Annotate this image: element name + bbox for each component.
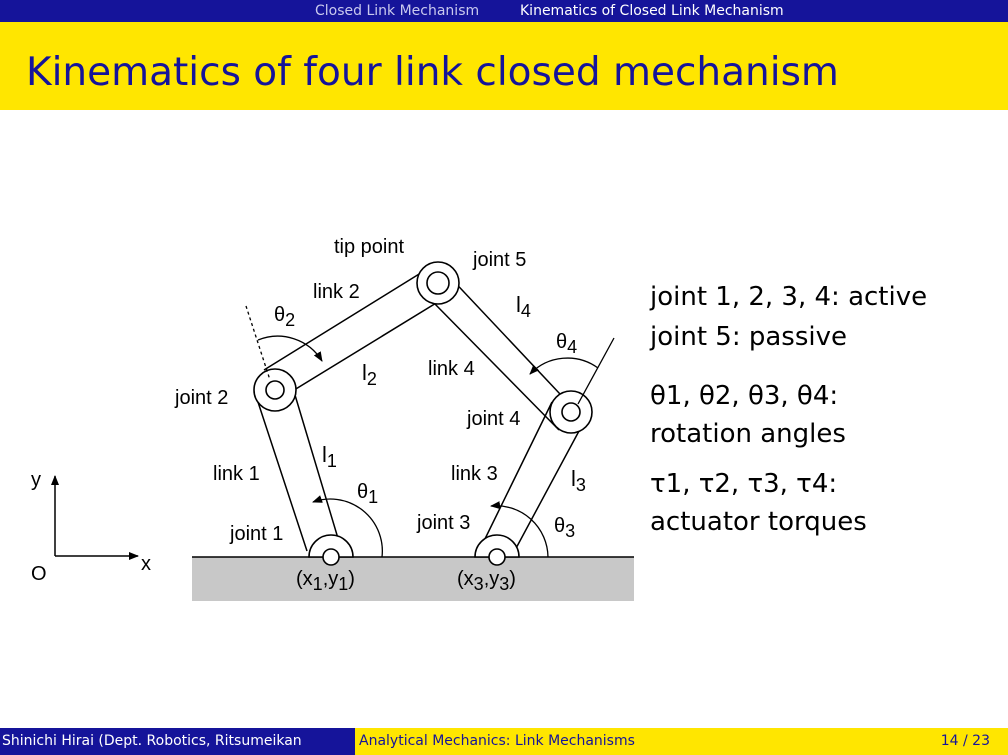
label-joint3: joint 3 [417, 512, 471, 534]
label-l4: $l_4$ [516, 292, 531, 321]
label-link1: link 1 [213, 463, 260, 485]
nav-section[interactable]: Closed Link Mechanism [315, 3, 480, 19]
joint2-inner [266, 381, 284, 399]
label-y-axis: y [31, 469, 41, 491]
label-theta3: θ3 [554, 515, 576, 541]
note-tau-symbols: τ1, τ2, τ3, τ4: [650, 469, 838, 499]
label-theta4: θ4 [556, 331, 578, 357]
slide-title: Kinematics of four link closed mechanism [26, 50, 839, 95]
note-passive-joint: joint 5: passive [650, 322, 847, 352]
joint3-inner [489, 549, 505, 565]
label-point3: (x3,y3) [457, 568, 516, 594]
note-actuator-torques: actuator torques [650, 507, 867, 537]
theta4-reference [578, 338, 614, 404]
ground-block [192, 557, 634, 601]
joint5-inner [427, 272, 449, 294]
note-theta-symbols: θ1, θ2, θ3, θ4: [650, 381, 839, 411]
theta2-reference [246, 306, 270, 380]
label-link2: link 2 [313, 281, 360, 303]
label-l1: $l_1$ [322, 442, 337, 471]
label-tip-point: tip point [334, 236, 405, 258]
label-origin: O [31, 563, 47, 585]
label-x-axis: x [141, 553, 151, 575]
label-joint4: joint 4 [467, 408, 521, 430]
footer-page-number: 14 / 23 [671, 728, 1008, 755]
label-joint5: joint 5 [473, 249, 527, 271]
label-link4: link 4 [428, 358, 475, 380]
nav-subsection[interactable]: Kinematics of Closed Link Mechanism [520, 3, 784, 19]
joint1-inner [323, 549, 339, 565]
label-theta1: θ1 [357, 481, 379, 507]
label-l3: $l_3$ [571, 466, 586, 495]
footer-bar [0, 728, 1008, 755]
label-theta2: θ2 [274, 304, 296, 330]
footer-author: Shinichi Hirai (Dept. Robotics, Ritsumeikan [0, 728, 355, 755]
footer-course: Analytical Mechanics: Link Mechanisms [355, 728, 671, 755]
label-link3: link 3 [451, 463, 498, 485]
note-rotation-angles: rotation angles [650, 419, 846, 449]
label-joint2: joint 2 [175, 387, 229, 409]
note-active-joints: joint 1, 2, 3, 4: active [650, 282, 928, 312]
label-point1: (x1,y1) [296, 568, 355, 594]
joint4-inner [562, 403, 580, 421]
label-joint1: joint 1 [230, 523, 284, 545]
label-l2: $l_2$ [362, 360, 377, 389]
theta4-arc [530, 358, 598, 374]
